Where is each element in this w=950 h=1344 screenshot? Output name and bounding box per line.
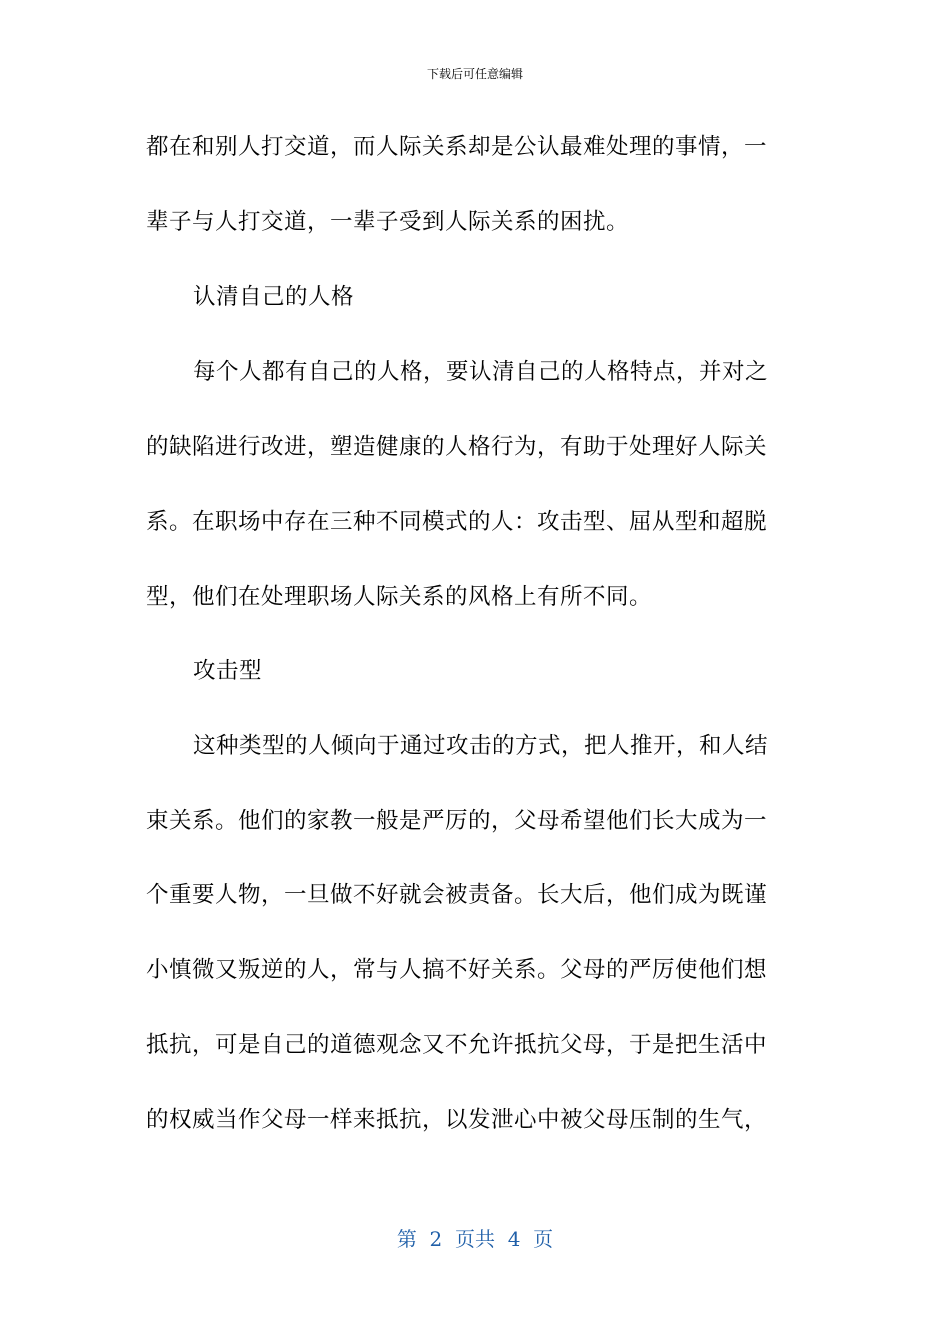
body-line: 都在和别人打交道，而人际关系却是公认最难处理的事情，一 <box>146 134 768 160</box>
body-line: 的权威当作父母一样来抵抗，以发泄心中被父母压制的生气， <box>146 1107 768 1133</box>
body-line: 的缺陷进行改进，塑造健康的人格行为，有助于处理好人际关 <box>146 434 768 460</box>
body-line: 系。在职场中存在三种不同模式的人：攻击型、屈从型和超脱 <box>146 509 768 535</box>
body-line: 型，他们在处理职场人际关系的风格上有所不同。 <box>146 584 653 610</box>
body-line: 小慎微又叛逆的人，常与人搞不好关系。父母的严厉使他们想 <box>146 957 768 983</box>
body-line: 抵抗，可是自己的道德观念又不允许抵抗父母，于是把生活中 <box>146 1032 768 1058</box>
body-line: 辈子与人打交道，一辈子受到人际关系的困扰。 <box>146 209 630 235</box>
body-line: 束关系。他们的家教一般是严厉的，父母希望他们长大成为一 <box>146 808 768 834</box>
page-footer: 第 2 页共 4 页 <box>396 1227 554 1251</box>
section-heading: 认清自己的人格 <box>193 284 355 310</box>
page-header: 下载后可任意编辑 <box>426 67 523 81</box>
section-heading: 攻击型 <box>193 658 263 684</box>
body-line: 个重要人物，一旦做不好就会被责备。长大后，他们成为既谨 <box>146 882 768 908</box>
body-line: 每个人都有自己的人格，要认清自己的人格特点，并对之 <box>193 359 769 385</box>
body-line: 这种类型的人倾向于通过攻击的方式，把人推开，和人结 <box>193 733 769 759</box>
